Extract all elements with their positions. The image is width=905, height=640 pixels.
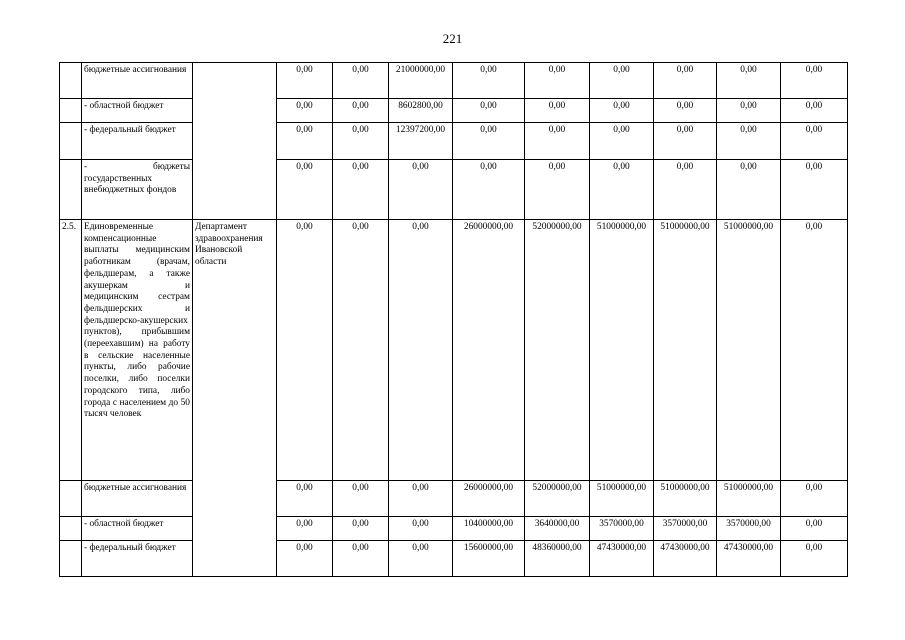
value-cell: 0,00 <box>277 541 333 577</box>
value-cell: 0,00 <box>277 481 333 517</box>
value-cell: 0,00 <box>453 99 525 123</box>
value-cell: 0,00 <box>590 123 654 160</box>
value-cell: 51000000,00 <box>717 220 781 481</box>
value-cell: 0,00 <box>333 160 389 220</box>
table-row <box>60 160 848 220</box>
index-cell <box>60 99 82 123</box>
value-cell: 26000000,00 <box>453 220 525 481</box>
name-cell: бюджетные ассигнования <box>82 63 193 99</box>
value-cell: 0,00 <box>717 160 781 220</box>
table-row <box>60 517 848 541</box>
value-cell: 0,00 <box>525 123 590 160</box>
page-number: 221 <box>442 31 463 46</box>
value-cell: 0,00 <box>654 123 717 160</box>
value-cell: 0,00 <box>277 160 333 220</box>
value-cell: 0,00 <box>333 220 389 481</box>
value-cell: 15600000,00 <box>453 541 525 577</box>
value-cell: 51000000,00 <box>590 220 654 481</box>
value-cell: 0,00 <box>654 99 717 123</box>
value-cell: 0,00 <box>717 63 781 99</box>
value-cell: 47430000,00 <box>654 541 717 577</box>
value-cell: 0,00 <box>389 160 453 220</box>
value-cell: 51000000,00 <box>654 220 717 481</box>
table-row <box>60 481 848 517</box>
value-cell: 0,00 <box>333 541 389 577</box>
value-cell: 3640000,00 <box>525 517 590 541</box>
value-cell: 21000000,00 <box>389 63 453 99</box>
value-cell: 0,00 <box>453 63 525 99</box>
value-cell: 51000000,00 <box>717 481 781 517</box>
value-cell: 0,00 <box>389 481 453 517</box>
name-cell: - областной бюджет <box>82 99 193 123</box>
value-cell: 0,00 <box>389 220 453 481</box>
value-cell: 8602800,00 <box>389 99 453 123</box>
value-cell: 0,00 <box>453 160 525 220</box>
value-cell: 0,00 <box>525 99 590 123</box>
value-cell: 0,00 <box>453 123 525 160</box>
value-cell: 0,00 <box>781 517 848 541</box>
value-cell: 51000000,00 <box>654 481 717 517</box>
value-cell: 0,00 <box>781 481 848 517</box>
value-cell: 0,00 <box>277 220 333 481</box>
name-cell: - федеральный бюджет <box>82 123 193 160</box>
value-cell: 0,00 <box>590 63 654 99</box>
value-cell: 10400000,00 <box>453 517 525 541</box>
value-cell: 0,00 <box>654 160 717 220</box>
value-cell: 26000000,00 <box>453 481 525 517</box>
value-cell: 0,00 <box>389 517 453 541</box>
value-cell: 0,00 <box>781 160 848 220</box>
value-cell: 0,00 <box>277 123 333 160</box>
value-cell: 3570000,00 <box>654 517 717 541</box>
table-row <box>60 99 848 123</box>
value-cell: 0,00 <box>654 63 717 99</box>
value-cell: 0,00 <box>717 123 781 160</box>
value-cell: 0,00 <box>781 123 848 160</box>
name-cell: - бюджеты государственных внебюджетных фондов <box>82 160 193 220</box>
value-cell: 0,00 <box>781 63 848 99</box>
owner-cell <box>193 63 277 220</box>
value-cell: 0,00 <box>590 99 654 123</box>
index-cell <box>60 517 82 541</box>
index-cell <box>60 541 82 577</box>
value-cell: 47430000,00 <box>590 541 654 577</box>
index-cell <box>60 481 82 517</box>
value-cell: 0,00 <box>590 160 654 220</box>
table-row <box>60 123 848 160</box>
owner-cell: Департамент здравоохранения Ивановской области <box>193 220 277 577</box>
value-cell: 0,00 <box>781 99 848 123</box>
value-cell: 47430000,00 <box>717 541 781 577</box>
value-cell: 0,00 <box>781 541 848 577</box>
value-cell: 0,00 <box>333 99 389 123</box>
index-cell: 2.5. <box>60 220 82 481</box>
value-cell: 0,00 <box>277 63 333 99</box>
table-row <box>60 63 848 99</box>
value-cell: 0,00 <box>333 517 389 541</box>
value-cell: 3570000,00 <box>590 517 654 541</box>
table-row <box>60 541 848 577</box>
value-cell: 0,00 <box>277 99 333 123</box>
value-cell: 0,00 <box>333 123 389 160</box>
index-cell <box>60 123 82 160</box>
value-cell: 0,00 <box>333 481 389 517</box>
index-cell <box>60 160 82 220</box>
name-cell: - федеральный бюджет <box>82 541 193 577</box>
value-cell: 0,00 <box>277 517 333 541</box>
name-cell: бюджетные ассигнования <box>82 481 193 517</box>
value-cell: 0,00 <box>525 63 590 99</box>
value-cell: 52000000,00 <box>525 220 590 481</box>
budget-table <box>59 62 848 577</box>
value-cell: 0,00 <box>781 220 848 481</box>
name-cell: - областной бюджет <box>82 517 193 541</box>
table-row <box>60 220 848 481</box>
value-cell: 51000000,00 <box>590 481 654 517</box>
name-cell: Единовременные компенсационные выплаты медицинским работникам (врачам, фельдшерам, а также акушеркам и медицинским сестрам фельдшерских и фельдшерско-акушерских пунктов), прибывшим (переехавшим) на работу в сельские населенные пункты, либо рабочие поселки, либо поселки городского типа, либо города с населением до 50 тысяч человек <box>82 220 193 481</box>
value-cell: 0,00 <box>717 99 781 123</box>
value-cell: 52000000,00 <box>525 481 590 517</box>
value-cell: 0,00 <box>333 63 389 99</box>
value-cell: 48360000,00 <box>525 541 590 577</box>
value-cell: 0,00 <box>389 541 453 577</box>
value-cell: 0,00 <box>525 160 590 220</box>
index-cell <box>60 63 82 99</box>
value-cell: 3570000,00 <box>717 517 781 541</box>
value-cell: 12397200,00 <box>389 123 453 160</box>
